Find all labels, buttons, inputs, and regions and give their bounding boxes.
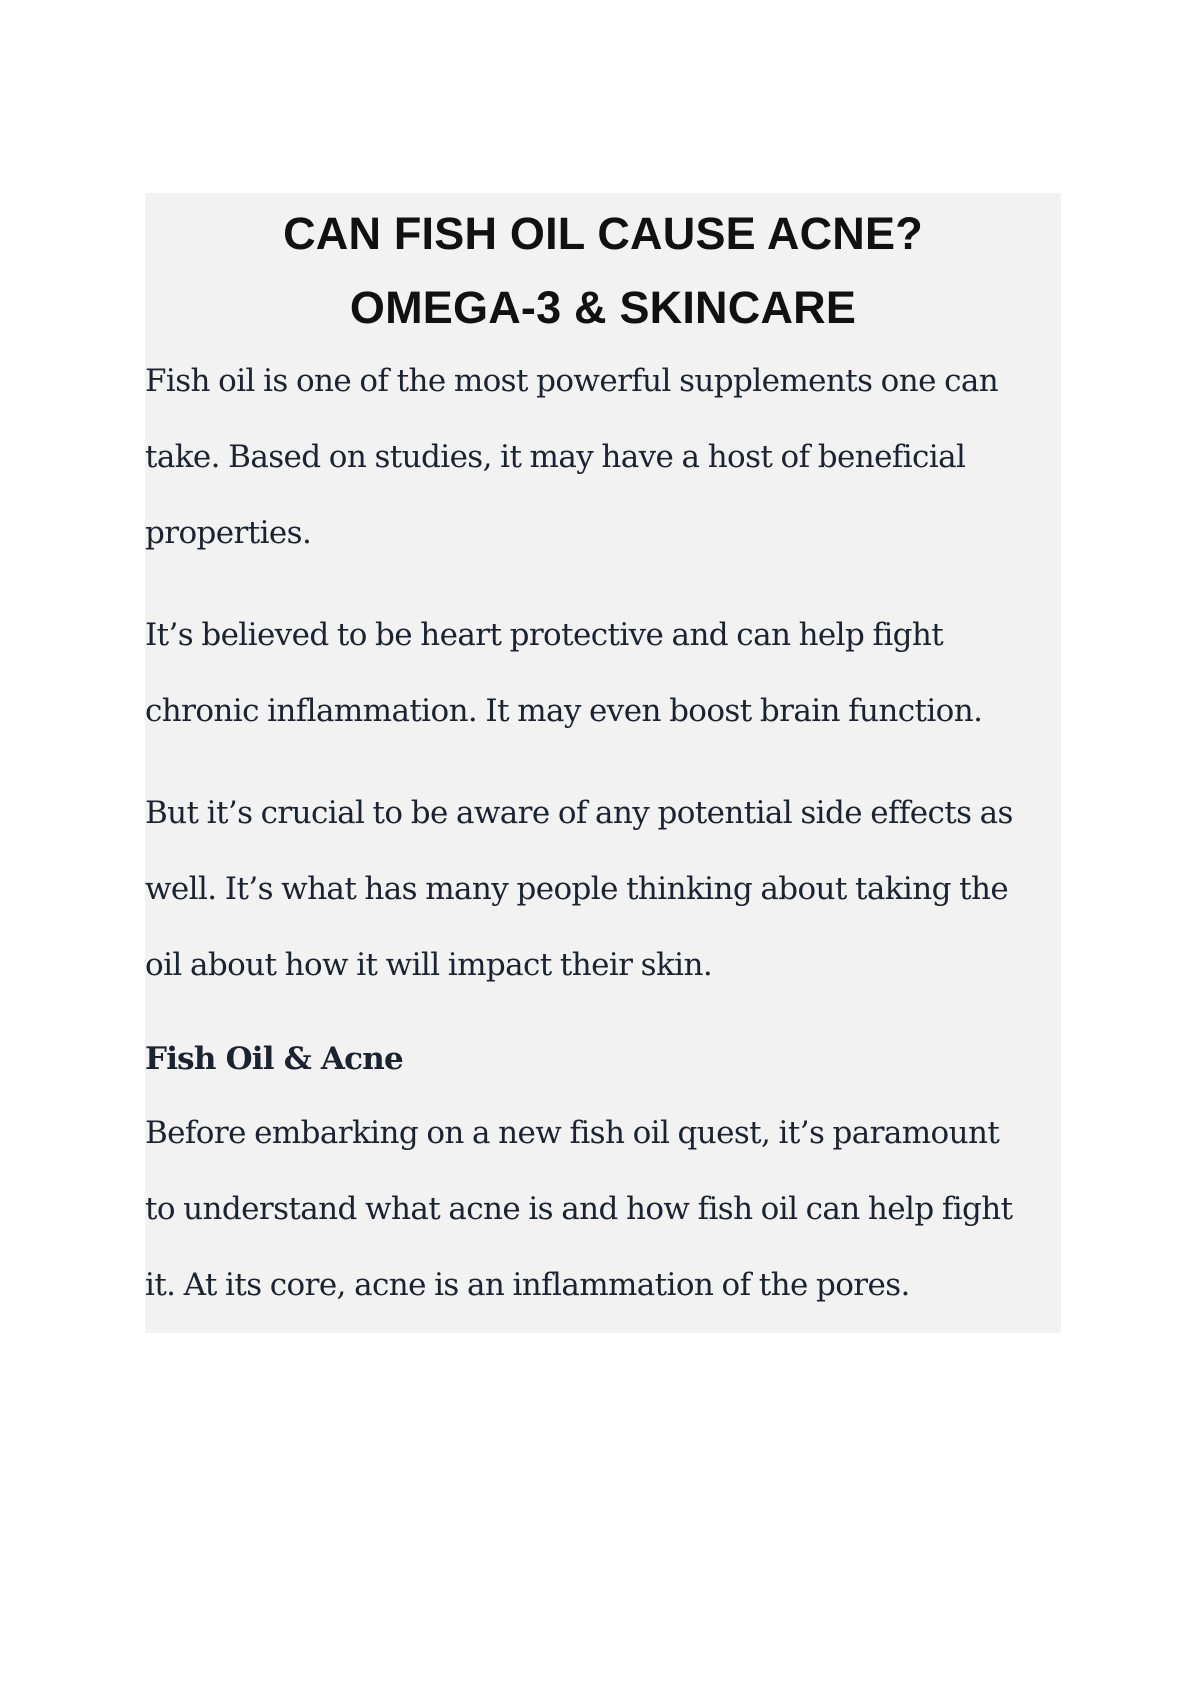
paragraph-line: properties. bbox=[145, 515, 312, 551]
paragraph-line: to understand what acne is and how fish oil can help fight bbox=[145, 1191, 1013, 1227]
paragraph-side-effects bbox=[145, 775, 1061, 1003]
article-title-line-1: CAN FISH OIL CAUSE ACNE? bbox=[283, 208, 923, 259]
paragraph-line: It’s believed to be heart protective and can help fight bbox=[145, 617, 944, 653]
paragraph-line: oil about how it will impact their skin. bbox=[145, 947, 713, 983]
paragraph-line: it. At its core, acne is an inflammation of the pores. bbox=[145, 1267, 910, 1303]
paragraph-line: Before embarking on a new fish oil quest, it’s paramount bbox=[145, 1115, 1000, 1151]
article-title bbox=[145, 193, 1061, 345]
paragraph-line: But it’s crucial to be aware of any potential side effects as bbox=[145, 795, 1013, 831]
paragraph-line: well. It’s what has many people thinking about taking the bbox=[145, 871, 1009, 907]
paragraph-intro bbox=[145, 343, 1061, 571]
section-heading: Fish Oil & Acne bbox=[145, 1041, 403, 1077]
paragraph-acne bbox=[145, 1095, 1061, 1323]
article-content bbox=[145, 193, 1061, 1333]
paragraph-benefits bbox=[145, 597, 1061, 749]
paragraph-line: Fish oil is one of the most powerful supplements one can bbox=[145, 363, 999, 399]
article-title-line-2: OMEGA-3 & SKINCARE bbox=[349, 282, 857, 333]
paragraph-line: take. Based on studies, it may have a host of beneficial bbox=[145, 439, 966, 475]
paragraph-line: chronic inflammation. It may even boost brain function. bbox=[145, 693, 983, 729]
